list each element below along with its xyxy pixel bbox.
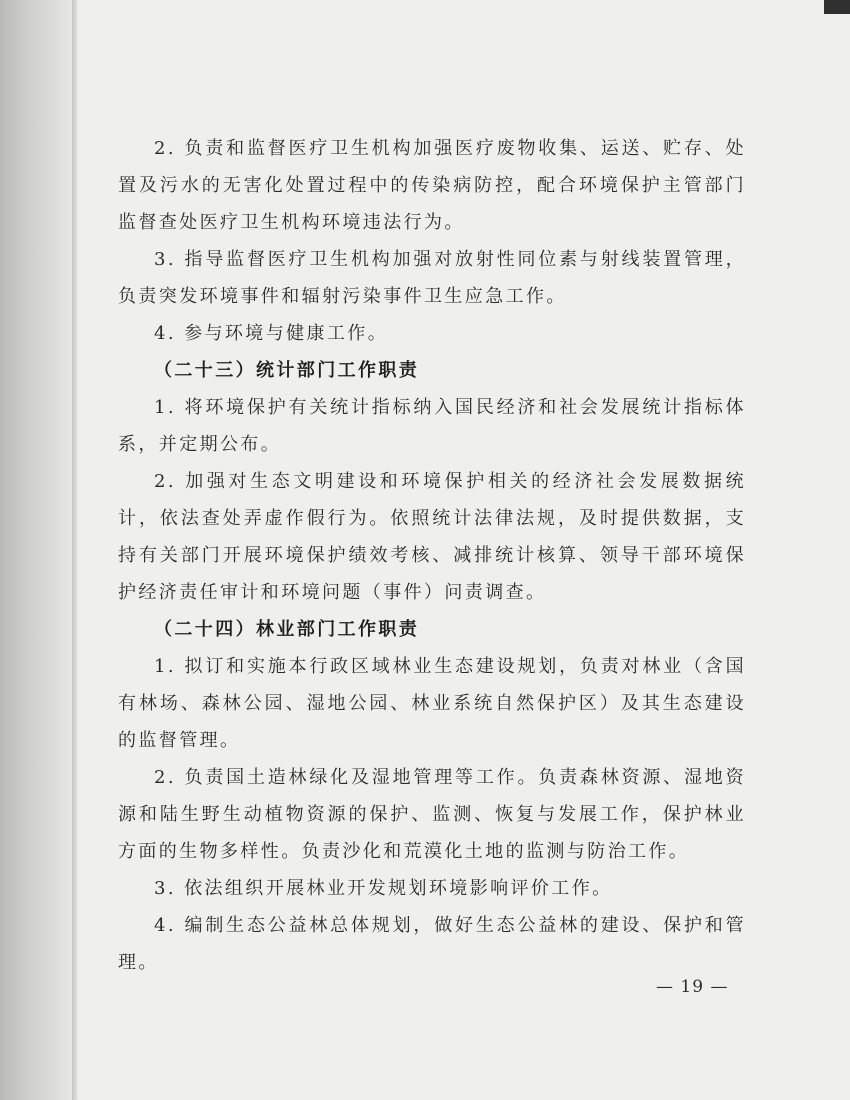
binding-edge	[72, 0, 78, 1100]
paragraph-radiation: 3. 指导监督医疗卫生机构加强对放射性同位素与射线装置管理，负责突发环境事件和辐射污染事件卫生应急工作。	[118, 249, 746, 307]
paragraph-medical-waste: 2. 负责和监督医疗卫生机构加强医疗废物收集、运送、贮存、处置及污水的无害化处置过程中的传染病防控，配合环境保护主管部门监督查处医疗卫生机构环境违法行为。	[118, 138, 746, 233]
paragraph-health: 4. 参与环境与健康工作。	[154, 323, 389, 344]
paragraph-eia: 3. 依法组织开展林业开发规划环境影响评价工作。	[154, 878, 613, 899]
paragraph-afforestation: 2. 负责国土造林绿化及湿地管理等工作。负责森林资源、湿地资源和陆生野生动植物资源的保护、监测、恢复与发展工作，保护林业方面的生物多样性。负责沙化和荒漠化土地的监测与防治工作。	[118, 767, 746, 862]
binding-shadow	[0, 0, 72, 1100]
paragraph-statistics-indicators: 1. 将环境保护有关统计指标纳入国民经济和社会发展统计指标体系，并定期公布。	[118, 397, 746, 455]
heading-statistics-dept: （二十三）统计部门工作职责	[154, 360, 420, 381]
scan-corner	[824, 0, 850, 14]
paragraph-public-forest: 4. 编制生态公益林总体规划，做好生态公益林的建设、保护和管理。	[118, 915, 746, 973]
paragraph-forestry-planning: 1. 拟订和实施本行政区域林业生态建设规划，负责对林业（含国有林场、森林公园、湿地公园、林业系统自然保护区）及其生态建设的监督管理。	[118, 656, 746, 751]
page-number: — 19 —	[656, 977, 729, 997]
paragraph-statistics-data: 2. 加强对生态文明建设和环境保护相关的经济社会发展数据统计，依法查处弄虚作假行为。依照统计法律法规，及时提供数据，支持有关部门开展环境保护绩效考核、减排统计核算、领导干部环境保护经济责任审计和环境问题（事件）问责调查。	[118, 471, 746, 603]
document-page	[118, 0, 798, 1100]
heading-forestry-dept: （二十四）林业部门工作职责	[154, 619, 420, 640]
